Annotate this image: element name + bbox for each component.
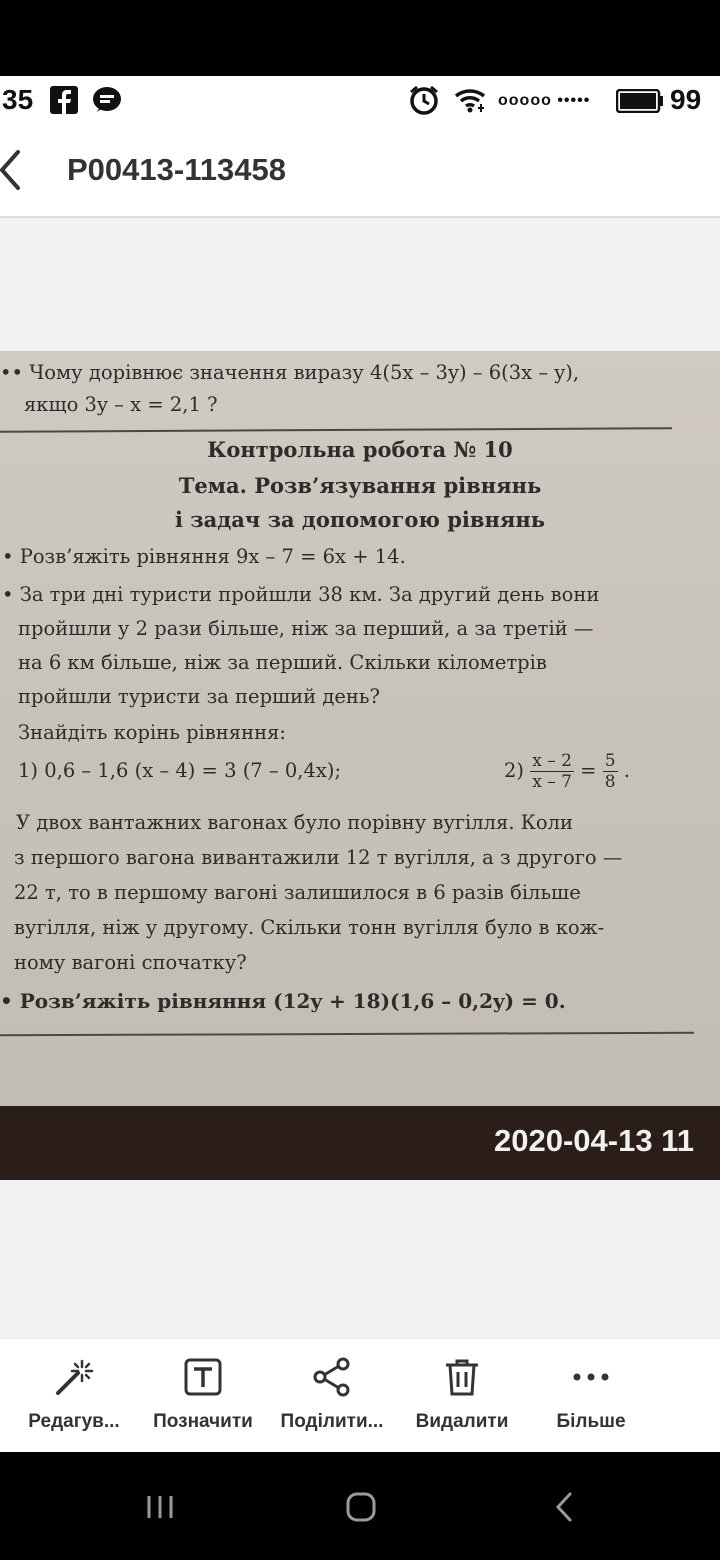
fraction-right bbox=[603, 751, 618, 792]
chevron-left-icon bbox=[0, 148, 40, 192]
more-button[interactable] bbox=[526, 1339, 656, 1453]
photo[interactable] bbox=[0, 351, 720, 1180]
recent-apps-icon bbox=[130, 1482, 190, 1532]
question-2-line-4: пройшли туристи за перший день? bbox=[18, 685, 380, 708]
part-b-prefix: 2) bbox=[504, 759, 525, 782]
system-back-button[interactable] bbox=[533, 1482, 593, 1532]
test-heading: Контрольна робота № 10 bbox=[207, 437, 513, 462]
back-button[interactable] bbox=[0, 148, 40, 192]
mark-button[interactable] bbox=[138, 1339, 268, 1453]
question-4-line-3: 22 т, то в першому вагоні залишилося в 6 разів більше bbox=[14, 881, 581, 904]
wifi-icon bbox=[454, 86, 488, 119]
question-5: • Розв’яжіть рівняння (12y + 18)(1,6 – 0,2y) = 0. bbox=[0, 989, 566, 1013]
file-title: P00413-113458 bbox=[67, 152, 286, 187]
delete-label: Видалити bbox=[415, 1411, 509, 1432]
status-time: 35 bbox=[2, 84, 34, 115]
question-2-line-1: • За три дні туристи пройшли 38 км. За другий день вони bbox=[2, 583, 600, 606]
share-icon bbox=[312, 1357, 352, 1397]
mark-label: Позначити bbox=[153, 1411, 253, 1432]
question-4-line-1: У двох вантажних вагонах було порівну вугілля. Коли bbox=[16, 811, 573, 834]
home-icon bbox=[331, 1482, 391, 1532]
status-bar bbox=[0, 76, 720, 124]
system-navigation-bar bbox=[0, 1452, 720, 1560]
question-3-part-a: 1) 0,6 – 1,6 (x – 4) = 3 (7 – 0,4x); bbox=[18, 759, 342, 782]
battery-level: 99 bbox=[670, 84, 702, 115]
theme-line-2: і задач за допомогою рівнянь bbox=[174, 507, 545, 532]
prev-question-line-1: •• Чому дорівнює значення виразу 4(5x – 3y) – 6(3x – y), bbox=[0, 361, 580, 384]
share-button[interactable] bbox=[267, 1339, 397, 1453]
signal-strength-indicator: ooooo ••••• bbox=[498, 92, 591, 109]
question-3-part-b bbox=[504, 751, 630, 792]
part-b-end: . bbox=[623, 759, 630, 782]
app-header bbox=[0, 124, 720, 218]
facebook-icon bbox=[50, 86, 78, 119]
equals-sign: = bbox=[580, 759, 597, 782]
fraction-left-denominator: x – 7 bbox=[532, 772, 572, 792]
home-button[interactable] bbox=[331, 1482, 391, 1532]
bottom-toolbar bbox=[0, 1338, 720, 1453]
fraction-right-denominator: 8 bbox=[604, 772, 616, 792]
question-3: Знайдіть корінь рівняння: bbox=[18, 721, 286, 744]
fraction-left bbox=[530, 751, 574, 792]
fraction-left-numerator: x – 2 bbox=[532, 751, 572, 771]
delete-button[interactable] bbox=[397, 1339, 527, 1453]
fraction-right-numerator: 5 bbox=[604, 751, 616, 771]
edit-button[interactable] bbox=[9, 1339, 139, 1453]
question-2-line-2: пройшли у 2 рази більше, ніж за перший, а за третій — bbox=[18, 617, 594, 640]
paper-page bbox=[0, 351, 720, 1106]
question-4-line-4: вугілля, ніж у другому. Скільки тонн вугілля було в кож- bbox=[14, 916, 605, 939]
magic-wand-icon bbox=[54, 1357, 94, 1397]
prev-question-line-2: якщо 3y – x = 2,1 ? bbox=[24, 393, 218, 416]
question-1: • Розв’яжіть рівняння 9x – 7 = 6x + 14. bbox=[2, 545, 406, 568]
back-arrow-icon bbox=[533, 1482, 593, 1532]
theme-line-1: Тема. Розв’язування рівнянь bbox=[178, 473, 542, 498]
question-4-line-2: з першого вагона вивантажили 12 т вугілля, а з другого — bbox=[14, 846, 623, 869]
share-label: Поділити... bbox=[280, 1411, 384, 1432]
alarm-icon bbox=[408, 84, 440, 121]
more-label: Більше bbox=[556, 1411, 626, 1432]
image-viewer[interactable] bbox=[0, 218, 720, 1338]
more-dots-icon bbox=[571, 1357, 611, 1397]
recent-apps-button[interactable] bbox=[130, 1482, 190, 1532]
trash-icon bbox=[442, 1357, 482, 1397]
photo-timestamp: 2020-04-13 11 bbox=[494, 1123, 694, 1158]
question-2-line-3: на 6 км більше, ніж за перший. Скільки кілометрів bbox=[18, 651, 547, 674]
text-box-icon bbox=[183, 1357, 223, 1397]
question-4-line-5: ному вагоні спочатку? bbox=[14, 951, 247, 974]
battery-icon bbox=[616, 89, 664, 118]
top-black-bar bbox=[0, 0, 720, 76]
edit-label: Редагув... bbox=[28, 1411, 120, 1432]
divider-top bbox=[0, 427, 672, 433]
divider-bottom bbox=[0, 1032, 694, 1036]
messenger-icon bbox=[92, 86, 122, 119]
